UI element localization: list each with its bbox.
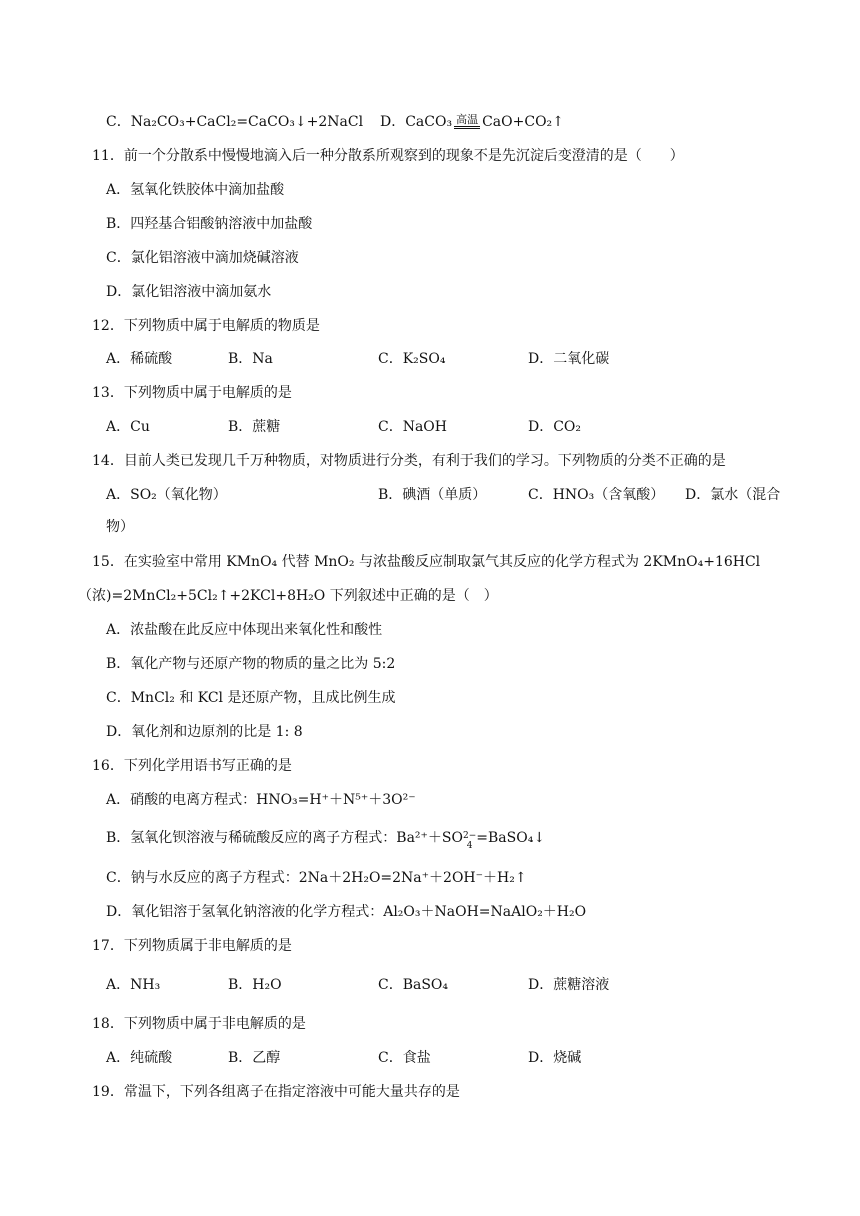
q15-stem-line-2: （浓)=2MnCl₂+5Cl₂↑+2KCl+8H₂O 下列叙述中正确的是（ ） <box>78 588 498 604</box>
q11-option-a: A．氢氧化铁胶体中滴加盐酸 <box>106 182 285 198</box>
q16-option-b-pre: B．氢氧化钡溶液与稀硫酸反应的离子方程式：Ba²⁺＋SO <box>106 830 463 846</box>
q17-option-a: A．NH₃ <box>106 977 161 993</box>
q17-stem: 17．下列物质属于非电解质的是 <box>92 938 292 954</box>
q16-option-d: D．氧化铝溶于氢氧化钠溶液的化学方程式：Al₂O₃＋NaOH=NaAlO₂＋H₂O <box>106 904 587 920</box>
q14-option-a: A．SO₂（氧化物） <box>106 487 227 503</box>
q17-option-d: D．蔗糖溶液 <box>528 977 610 993</box>
q11-option-c: C．氯化铝溶液中滴加烧碱溶液 <box>106 250 299 266</box>
q18-option-a: A．纯硫酸 <box>106 1050 173 1066</box>
q18-option-c: C．食盐 <box>378 1050 431 1066</box>
q18-stem: 18．下列物质中属于非电解质的是 <box>92 1016 306 1032</box>
q10-option-d-rest: CaO+CO₂↑ <box>482 114 564 130</box>
q16-option-a: A．硝酸的电离方程式：HNO₃=H⁺＋N⁵⁺＋3O²⁻ <box>106 792 416 808</box>
q11-option-d: D．氯化铝溶液中滴加氨水 <box>106 284 272 300</box>
q13-option-b: B．蔗糖 <box>228 419 281 435</box>
q15-stem-line-1: 15．在实验室中常用 KMnO₄ 代替 MnO₂ 与浓盐酸反应制取氯气其反应的化学方程式为 2KMnO₄+16HCl <box>92 554 761 570</box>
q16-option-b <box>106 828 545 851</box>
q17-option-c: C．BaSO₄ <box>378 977 449 993</box>
q15-option-a: A．浓盐酸在此反应中体现出来氧化性和酸性 <box>106 622 383 638</box>
q12-option-d: D．二氧化碳 <box>528 351 610 367</box>
q14-option-b: B．碘酒（单质） <box>378 487 487 503</box>
q16-option-b-post: =BaSO₄↓ <box>476 830 546 846</box>
q12-option-b: B．Na <box>228 351 273 367</box>
q11-option-b: B．四羟基合铝酸钠溶液中加盐酸 <box>106 216 313 232</box>
q15-option-d: D．氧化剂和边原剂的比是 1: 8 <box>106 724 303 740</box>
q15-option-b: B．氧化产物与还原产物的物质的量之比为 5:2 <box>106 656 396 672</box>
q16-stem: 16．下列化学用语书写正确的是 <box>92 758 292 774</box>
q13-stem: 13．下列物质中属于电解质的是 <box>92 385 292 401</box>
q10-option-c: C．Na₂CO₃+CaCl₂=CaCO₃↓+2NaCl <box>106 114 364 130</box>
q10-condition-high-temp: 高温 <box>454 114 480 129</box>
q14-option-c: C．HNO₃（含氧酸） <box>528 487 665 503</box>
q14-option-d-cont: 物） <box>106 519 134 535</box>
q18-option-d: D．烧碱 <box>528 1050 582 1066</box>
q15-option-c: C．MnCl₂ 和 KCl 是还原产物，且成比例生成 <box>106 690 396 706</box>
q13-option-a: A．Cu <box>106 419 150 435</box>
q11-stem: 11．前一个分散系中慢慢地滴入后一种分散系所观察到的现象不是先沉淀后变澄清的是（ ） <box>92 148 684 164</box>
sulfate-charge: 2− <box>463 831 477 841</box>
q13-option-c: C．NaOH <box>378 419 447 435</box>
q10-option-d-label: D．CaCO₃ <box>380 114 453 130</box>
q10-option-d <box>380 112 564 132</box>
sulfate-charge-stack <box>463 831 476 851</box>
q13-option-d: D．CO₂ <box>528 419 582 435</box>
q12-option-c: C．K₂SO₄ <box>378 351 446 367</box>
q19-stem: 19．常温下，下列各组离子在指定溶液中可能大量共存的是 <box>92 1084 460 1100</box>
q14-stem: 14．目前人类已发现几千万种物质，对物质进行分类，有利于我们的学习。下列物质的分类不正确的是 <box>92 453 726 469</box>
q12-stem: 12．下列物质中属于电解质的物质是 <box>92 318 320 334</box>
q16-option-c: C．钠与水反应的离子方程式：2Na＋2H₂O=2Na⁺＋2OH⁻＋H₂↑ <box>106 870 527 886</box>
q14-option-d: D．氯水（混合 <box>685 487 781 503</box>
q12-option-a: A．稀硫酸 <box>106 351 173 367</box>
q17-option-b: B．H₂O <box>228 977 282 993</box>
sulfate-subscript: 4 <box>466 841 473 851</box>
q18-option-b: B．乙醇 <box>228 1050 281 1066</box>
